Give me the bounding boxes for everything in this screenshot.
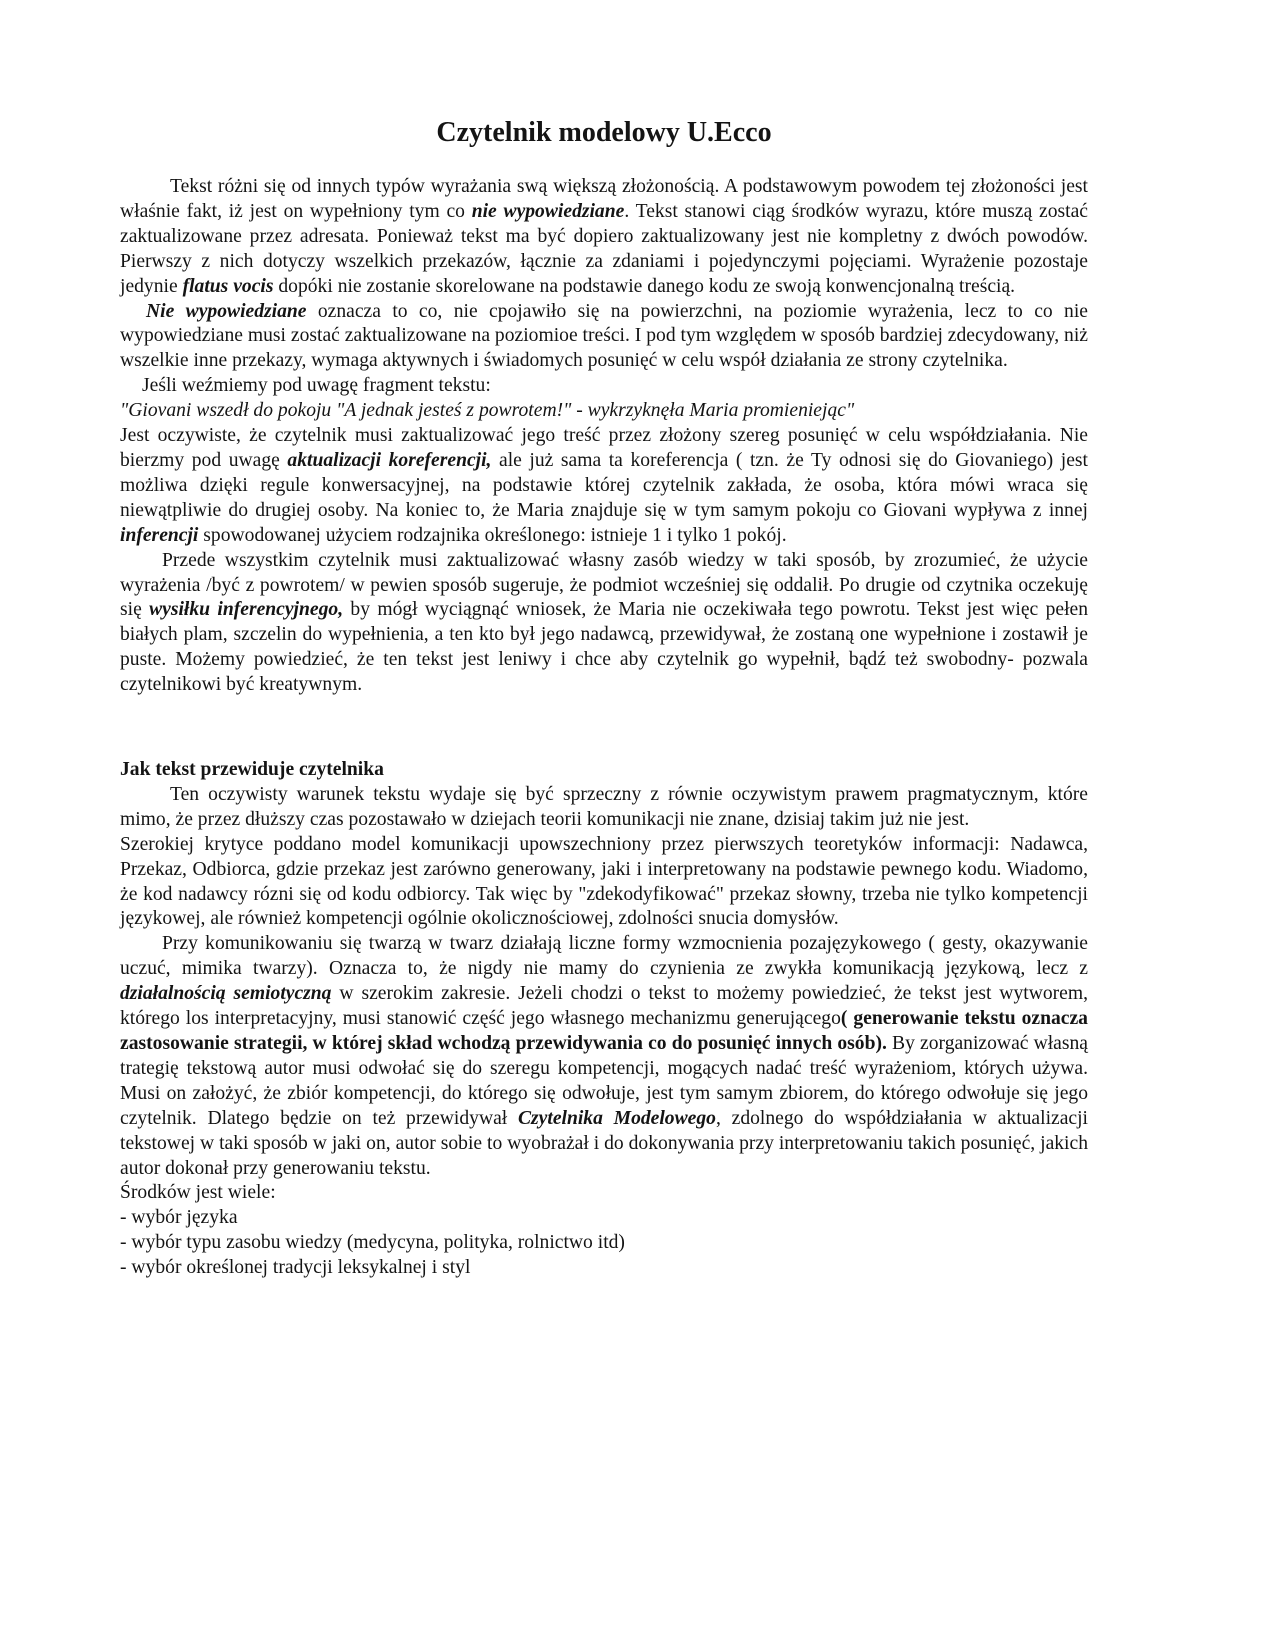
document-page: [120, 116, 1088, 1281]
text-run: Przy komunikowaniu się twarzą w twarz działają liczne formy wzmocnienia pozajęzykowego ( gesty, okazywanie uczuć, mimika twarzy). Oznacza to, że nigdy nie mamy do czynienia ze zwykła komunikacją językową, lecz z: [120, 933, 1088, 980]
paragraph-zasob-wiedzy: [120, 549, 1088, 698]
emphasis-nie-wypowiedziane: nie wypowiedziane: [471, 200, 625, 222]
text-run: By zorganizować własną trategię tekstową autor musi odwołać się do szeregu kompetencji, mogących nadać treść wyrażeniom, których używa. Musi on założyć, że zbiór kompetencji, do którego się odwołuje, jest tym samym zbiorem, do którego odwołuje się jego czytelnik. Dlatego będzie on też przewidywał: [120, 1033, 1089, 1129]
paragraph-koreferencja: [120, 424, 1088, 549]
text-run: oznacza to co, nie cpojawiło się na powierzchni, na poziomie wyrażenia, lecz to co nie wypowiedziane musi zostać zaktualizowane na poziomioe treści. I pod tym względem w sposób bardziej zdecydowany, niż wszelkie inne przekazy, wymaga aktywnych i świadomych posunięć w celu współ działania ze strony czytelnika.: [120, 300, 1088, 372]
emphasis-flatus-vocis: flatus vocis: [182, 275, 274, 297]
paragraph-srodkow: Środków jest wiele:: [120, 1182, 276, 1204]
section-heading: Jak tekst przewiduje czytelnika: [120, 759, 384, 781]
emphasis-nie-wypowiedziane-start: Nie wypowiedziane: [146, 300, 307, 322]
text-run: by mógł wyciągnąć wniosek, że Maria nie oczekiwała tego powrotu. Tekst jest więc pełen białych plam, szczelin do wypełnienia, a ten kto był jego nadawcą, przewidywał, że zostaną one wypełnione i zostawił je puste. Możemy powiedzieć, że ten tekst jest leniwy i chce aby czytelnik go wypełnił, bądź też swobodny- pozwala czytelnikowi być kreatywnym.: [120, 599, 1089, 696]
list-item: - wybór określonej tradycji leksykalnej i styl: [120, 1257, 471, 1279]
document-title: Czytelnik modelowy U.Ecco: [436, 117, 772, 148]
paragraph-fragment-intro: Jeśli weźmiemy pod uwagę fragment tekstu:: [142, 375, 491, 397]
text-run: spowodowanej użyciem rodzajnika określonego: istnieje 1 i tylko 1 pokój.: [198, 524, 787, 546]
paragraph-intro: [120, 175, 1088, 300]
text-run: Przede wszystkim czytelnik musi zaktualizować własny zasób wiedzy w taki sposób, by zrozumieć, że użycie wyrażenia /być z powrotem/ w pewien sposób sugeruje, że podmiot wcześniej się oddalił. Po drugie od czytnika oczekuję się: [120, 549, 1088, 621]
emphasis-wysilku-inferencyjnego: wysiłku inferencyjnego,: [149, 599, 344, 621]
paragraph-nie-wypowiedziane: [120, 300, 1088, 375]
list-item: - wybór języka: [120, 1207, 238, 1229]
text-run: dopóki nie zostanie skorelowane na podstawie danego kodu ze swoją konwencjonalną treścią.: [273, 275, 1016, 297]
paragraph-warunek: Ten oczywisty warunek tekstu wydaje się być sprzeczny z równie oczywistym prawem pragmatycznym, które mimo, że przez dłuższy czas pozostawało w dziejach teorii komunikacji nie znane, dzisiaj takim już nie jest.: [120, 783, 1088, 830]
text-run: ale już sama ta koreferencja ( tzn. że Ty odnosi się do Giovaniego) jest możliwa dzięki regule konwersacyjnej, na podstawie której czytelnik zakłada, że osoba, która mówi wraca się niewątpliwie do drugiej osoby. Na koniec to, że Maria znajduje się w tym samym pokoju co Giovani wypływa z innej: [120, 449, 1088, 521]
list-item: - wybór typu zasobu wiedzy (medycyna, polityka, rolnictwo itd): [120, 1232, 625, 1254]
text-run: . Tekst stanowi ciąg środków wyrazu, które muszą zostać zaktualizowane przez adresata. Ponieważ tekst ma być dopiero zaktualizowany jest nie kompletny z dwóch powodów. Pierwszy z nich dotyczy wszelkich przekazów, łącznie za zdaniami i pojedynczymi pojęciami. Wyrażenie pozostaje jedynie: [120, 200, 1088, 297]
section-gap: [120, 698, 1088, 758]
emphasis-generowanie-tekstu: ( generowanie tekstu oznacza zastosowanie strategii, w której skład wchodzą przewidywania co do posunięć innych osób).: [120, 1008, 1088, 1054]
text-run: Jest oczywiste, że czytelnik musi zaktualizować jego treść przez złożony szereg posunięć w celu współdziałania. Nie bierzmy pod uwagę: [120, 425, 1088, 471]
emphasis-aktualizacji-koreferencji: aktualizacji koreferencji,: [287, 449, 492, 471]
paragraph-model-komunikacji: Szerokiej krytyce poddano model komunikacji upowszechniony przez pierwszych teoretyków informacji: Nadawca, Przekaz, Odbiorca, gdzie przekaz jest zarówno generowany, jaki i interpretowany na podstawie pewnego kodu. Wiadomo, że kod nadawcy rózni się od kodu odbiorcy. Tak więc by "zdekodyfikować" przekaz słowny, trzeba nie tylko kompetencji językowej, ale również kompetencji ogólnie okolicznościowej, zdolności snucia domysłów.: [120, 833, 1088, 930]
emphasis-czytelnika-modelowego: Czytelnika Modelowego: [517, 1107, 716, 1129]
emphasis-inferencji: inferencji: [120, 524, 199, 546]
emphasis-dzialalnosc-semiotyczna: działalnością semiotyczną: [120, 983, 332, 1005]
paragraph-komunikowanie: [120, 932, 1088, 1181]
quote-fragment: "Giovani wszedł do pokoju "A jednak jesteś z powrotem!" - wykrzyknęła Maria promieniejąc": [120, 400, 855, 422]
text-run: , zdolnego do współdziałania w aktualizacji tekstowej w taki sposób w jaki on, autor sobie to wyobrażał i do dokonywania przy interpretowaniu takich posunięć, jakich autor dokonał przy generowaniu tekstu.: [120, 1107, 1088, 1179]
text-run: Tekst różni się od innych typów wyrażania swą większą złożonością. A podstawowym powodem tej złożoności jest właśnie fakt, iż jest on wypełniony tym co: [120, 176, 1088, 222]
text-run: w szerokim zakresie. Jeżeli chodzi o tekst to możemy powiedzieć, że tekst jest wytworem, którego los interpretacyjny, musi stanowić część jego własnego mechanizmu generującego: [120, 983, 1089, 1030]
